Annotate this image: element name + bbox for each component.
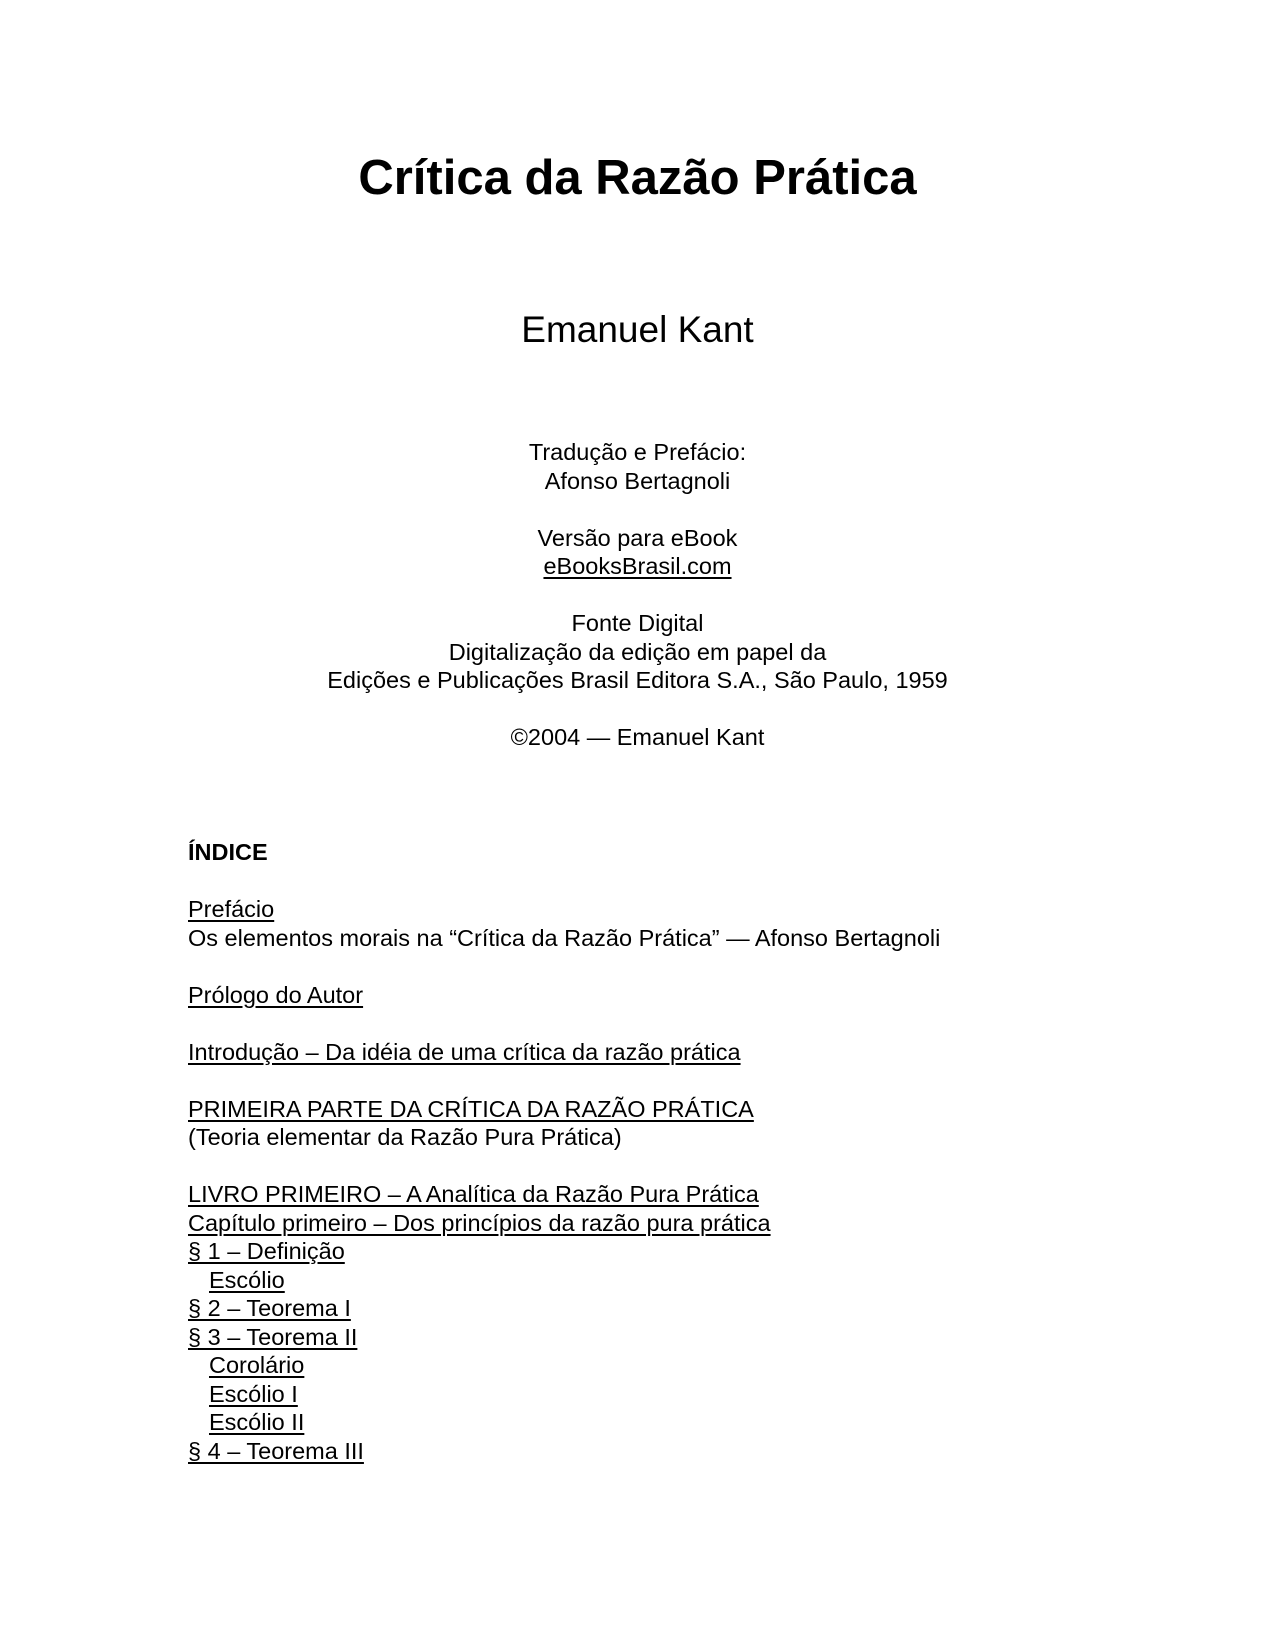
toc-link-prefacio[interactable]: Prefácio xyxy=(188,896,275,922)
toc-link-s3-escolio-1[interactable]: Escólio I xyxy=(209,1380,298,1407)
toc-link-prologo[interactable]: Prólogo do Autor xyxy=(188,981,364,1008)
credits-block xyxy=(0,438,1275,752)
copyright-notice: ©2004 — Emanuel Kant xyxy=(510,724,765,750)
toc-link-s3-corolario[interactable]: Corolário xyxy=(209,1352,305,1378)
toc-link-s3-escolio-2[interactable]: Escólio II xyxy=(209,1409,305,1435)
ebook-label: Versão para eBook xyxy=(537,524,738,551)
toc-link-s2[interactable]: § 2 – Teorema I xyxy=(188,1295,351,1321)
table-of-contents xyxy=(188,838,1188,1465)
toc-link-livro-primeiro[interactable]: LIVRO PRIMEIRO – A Analítica da Razão Pura Prática xyxy=(188,1181,759,1207)
toc-primeira-parte-subtitle: (Teoria elementar da Razão Pura Prática) xyxy=(188,1124,622,1150)
toc-link-primeira-parte[interactable]: PRIMEIRA PARTE DA CRÍTICA DA RAZÃO PRÁTICA xyxy=(188,1095,754,1122)
ebook-site-link[interactable]: eBooksBrasil.com xyxy=(543,553,732,579)
toc-link-s4[interactable]: § 4 – Teorema III xyxy=(188,1437,364,1464)
toc-link-capitulo-primeiro[interactable]: Capítulo primeiro – Dos princípios da razão pura prática xyxy=(188,1209,771,1236)
toc-link-s3[interactable]: § 3 – Teorema II xyxy=(188,1323,358,1350)
source-label: Fonte Digital xyxy=(571,610,704,636)
source-description: Digitalização da edição em papel da xyxy=(448,638,827,665)
toc-heading: ÍNDICE xyxy=(188,839,268,865)
publisher-info: Edições e Publicações Brasil Editora S.A., São Paulo, 1959 xyxy=(327,667,948,693)
translation-label: Tradução e Prefácio: xyxy=(528,439,747,465)
toc-link-s1-escolio[interactable]: Escólio xyxy=(209,1266,285,1293)
toc-link-s1[interactable]: § 1 – Definição xyxy=(188,1238,345,1264)
author-name: Emanuel Kant xyxy=(521,309,754,350)
document-title: Crítica da Razão Prática xyxy=(358,151,917,205)
toc-prefacio-subtitle: Os elementos morais na “Crítica da Razão Prática” — Afonso Bertagnoli xyxy=(188,924,941,951)
translator-name: Afonso Bertagnoli xyxy=(544,467,731,494)
toc-link-introducao[interactable]: Introdução – Da idéia de uma crítica da razão prática xyxy=(188,1038,741,1065)
